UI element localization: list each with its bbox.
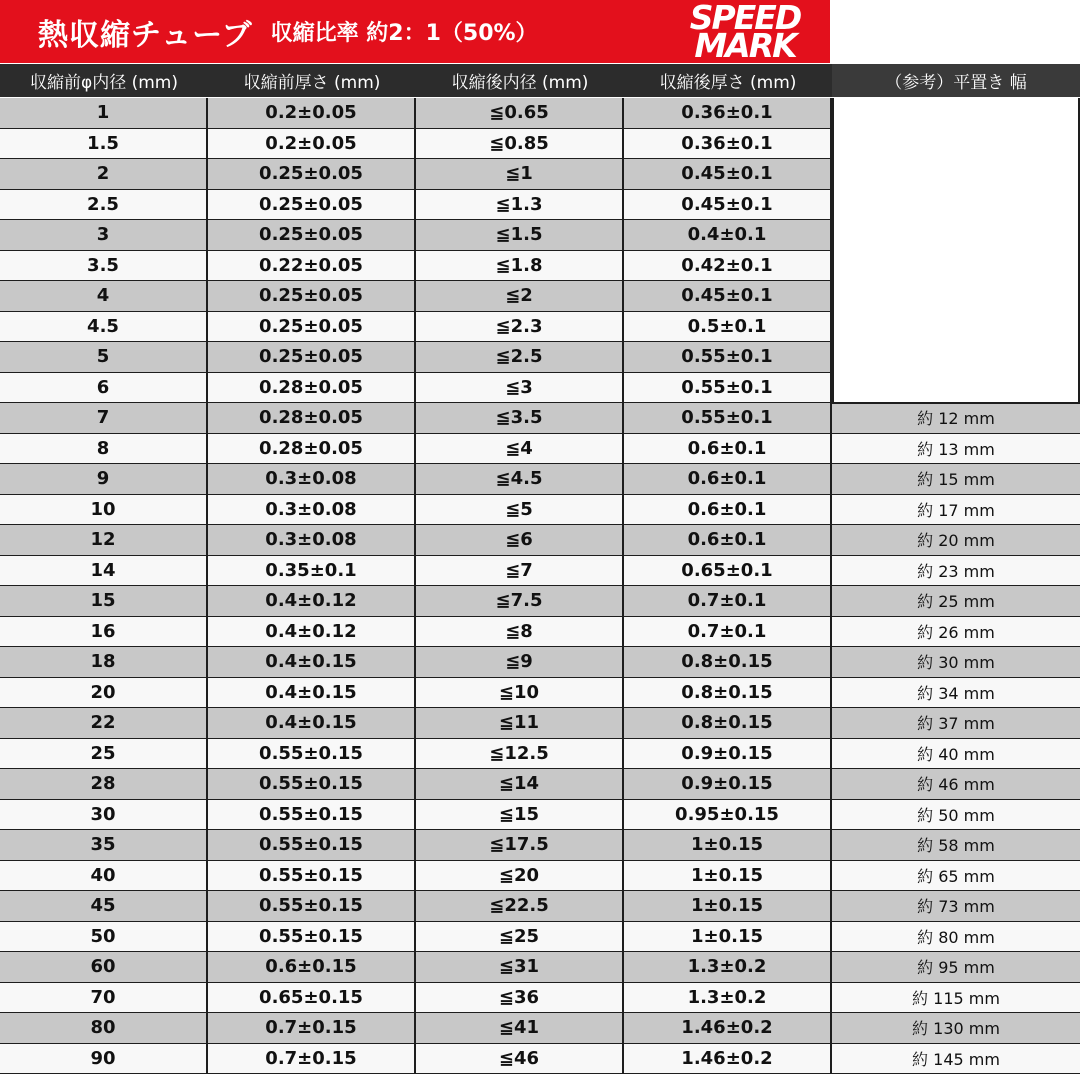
table-cell: 約 17 mm	[832, 495, 1080, 526]
table-cell: 0.55±0.15	[208, 800, 416, 831]
table-cell: 60	[0, 952, 208, 983]
table-row	[0, 769, 1080, 800]
table-row	[0, 708, 1080, 739]
table-cell: 0.25±0.05	[208, 190, 416, 221]
table-row	[0, 891, 1080, 922]
table-cell: 0.4±0.1	[624, 220, 832, 251]
table-cell: 90	[0, 1044, 208, 1075]
table-cell: 3	[0, 220, 208, 251]
table-row	[0, 922, 1080, 953]
table-cell: ≦7.5	[416, 586, 624, 617]
table-cell: 0.55±0.1	[624, 342, 832, 373]
column-header-inner-diameter-after: 収縮後内径 (mm)	[416, 64, 624, 97]
column-header-thickness-before: 収縮前厚さ (mm)	[208, 64, 416, 97]
table-cell: 8	[0, 434, 208, 465]
table-cell: ≦2.3	[416, 312, 624, 343]
table-cell: 35	[0, 830, 208, 861]
table-cell: 約 25 mm	[832, 586, 1080, 617]
table-cell: 0.2±0.05	[208, 129, 416, 160]
table-cell: 70	[0, 983, 208, 1014]
table-cell: 1.5	[0, 129, 208, 160]
table-cell: 80	[0, 1013, 208, 1044]
table-cell: ≦0.65	[416, 98, 624, 129]
table-cell: 1.46±0.2	[624, 1044, 832, 1075]
table-cell: 50	[0, 922, 208, 953]
table-cell: ≦1.3	[416, 190, 624, 221]
table-cell: ≦25	[416, 922, 624, 953]
table-cell: 0.45±0.1	[624, 159, 832, 190]
table-cell: 10	[0, 495, 208, 526]
table-cell: 0.36±0.1	[624, 129, 832, 160]
table-cell: 0.25±0.05	[208, 281, 416, 312]
table-cell: 約 65 mm	[832, 861, 1080, 892]
table-cell: 1±0.15	[624, 830, 832, 861]
table-cell: 約 12 mm	[832, 403, 1080, 434]
column-header-thickness-after: 収縮後厚さ (mm)	[624, 64, 832, 97]
shrink-ratio-subtitle: 収縮比率 約2：1（50%）	[270, 21, 538, 46]
table-cell: ≦3	[416, 373, 624, 404]
table-cell: 約 58 mm	[832, 830, 1080, 861]
table-row	[0, 983, 1080, 1014]
table-row	[0, 464, 1080, 495]
table-cell: ≦9	[416, 647, 624, 678]
table-row	[0, 556, 1080, 587]
title-banner	[0, 0, 830, 63]
table-row	[0, 830, 1080, 861]
column-header-inner-diameter-before: 収縮前φ内径 (mm)	[0, 64, 208, 97]
table-cell: 1±0.15	[624, 891, 832, 922]
table-cell: 1.46±0.2	[624, 1013, 832, 1044]
table-cell: 0.4±0.15	[208, 647, 416, 678]
table-cell: 約 34 mm	[832, 678, 1080, 709]
table-cell: 2	[0, 159, 208, 190]
table-cell: 1±0.15	[624, 861, 832, 892]
table-cell: ≦12.5	[416, 739, 624, 770]
table-cell: 0.55±0.15	[208, 861, 416, 892]
table-cell: 45	[0, 891, 208, 922]
table-cell: ≦2.5	[416, 342, 624, 373]
table-cell: 9	[0, 464, 208, 495]
table-cell: ≦3.5	[416, 403, 624, 434]
table-cell: 0.65±0.15	[208, 983, 416, 1014]
table-row	[0, 495, 1080, 526]
brand-logo	[660, 0, 830, 63]
table-cell: 22	[0, 708, 208, 739]
table-cell: 約 13 mm	[832, 434, 1080, 465]
table-cell: 14	[0, 556, 208, 587]
table-cell: 約 40 mm	[832, 739, 1080, 770]
table-cell: 40	[0, 861, 208, 892]
table-cell: 30	[0, 800, 208, 831]
table-cell: 0.25±0.05	[208, 159, 416, 190]
table-cell: 0.4±0.12	[208, 586, 416, 617]
table-cell: 0.2±0.05	[208, 98, 416, 129]
table-cell: 0.42±0.1	[624, 251, 832, 282]
table-row	[0, 861, 1080, 892]
table-cell: 0.28±0.05	[208, 373, 416, 404]
table-cell: 0.7±0.1	[624, 586, 832, 617]
table-header	[0, 64, 1080, 97]
table-cell: 0.9±0.15	[624, 769, 832, 800]
table-cell: 0.55±0.1	[624, 373, 832, 404]
table-cell: 25	[0, 739, 208, 770]
table-cell: 0.6±0.1	[624, 525, 832, 556]
table-cell: 0.9±0.15	[624, 739, 832, 770]
table-cell: 1±0.15	[624, 922, 832, 953]
logo-line-speed: SPEED	[689, 0, 801, 37]
table-cell: ≦1.8	[416, 251, 624, 282]
table-cell: 2.5	[0, 190, 208, 221]
table-row	[0, 739, 1080, 770]
table-cell: 約 145 mm	[832, 1044, 1080, 1075]
table-cell: 1.3±0.2	[624, 983, 832, 1014]
table-row	[0, 617, 1080, 648]
table-cell: 0.6±0.1	[624, 495, 832, 526]
table-cell: 0.36±0.1	[624, 98, 832, 129]
table-cell: 0.7±0.15	[208, 1013, 416, 1044]
table-cell: 約 95 mm	[832, 952, 1080, 983]
table-cell: ≦11	[416, 708, 624, 739]
table-row	[0, 800, 1080, 831]
table-cell: 0.3±0.08	[208, 525, 416, 556]
table-cell: ≦36	[416, 983, 624, 1014]
table-cell: 0.7±0.15	[208, 1044, 416, 1075]
table-cell: ≦46	[416, 1044, 624, 1075]
table-cell: ≦0.85	[416, 129, 624, 160]
table-cell: 20	[0, 678, 208, 709]
column-header-flat-width: （参考）平置き 幅	[832, 64, 1080, 97]
table-cell: ≦4	[416, 434, 624, 465]
page-title: 熱収縮チューブ	[38, 17, 253, 53]
table-cell: 15	[0, 586, 208, 617]
table-cell: 0.4±0.15	[208, 708, 416, 739]
table-cell: ≦10	[416, 678, 624, 709]
table-cell: 0.3±0.08	[208, 495, 416, 526]
table-cell: ≦17.5	[416, 830, 624, 861]
table-cell: 4.5	[0, 312, 208, 343]
table-cell: 0.28±0.05	[208, 403, 416, 434]
table-cell: 約 80 mm	[832, 922, 1080, 953]
table-cell: 4	[0, 281, 208, 312]
table-cell: 0.25±0.05	[208, 220, 416, 251]
table-cell: 0.35±0.1	[208, 556, 416, 587]
table-cell: 0.6±0.15	[208, 952, 416, 983]
table-cell: ≦1	[416, 159, 624, 190]
table-cell: 0.22±0.05	[208, 251, 416, 282]
table-cell: 0.6±0.1	[624, 434, 832, 465]
table-row	[0, 952, 1080, 983]
table-cell: ≦6	[416, 525, 624, 556]
table-cell: 0.55±0.15	[208, 922, 416, 953]
table-cell: 6	[0, 373, 208, 404]
table-cell: 0.25±0.05	[208, 342, 416, 373]
table-cell: 約 73 mm	[832, 891, 1080, 922]
table-cell: ≦41	[416, 1013, 624, 1044]
table-cell: 0.95±0.15	[624, 800, 832, 831]
table-cell: ≦31	[416, 952, 624, 983]
table-cell: 約 50 mm	[832, 800, 1080, 831]
table-cell: ≦22.5	[416, 891, 624, 922]
flat-width-empty-area	[832, 98, 1080, 404]
table-cell: 0.4±0.15	[208, 678, 416, 709]
table-cell: 1	[0, 98, 208, 129]
table-cell: 0.55±0.15	[208, 769, 416, 800]
table-cell: 7	[0, 403, 208, 434]
table-cell: ≦20	[416, 861, 624, 892]
table-row	[0, 678, 1080, 709]
table-cell: 0.45±0.1	[624, 281, 832, 312]
table-cell: 0.6±0.1	[624, 464, 832, 495]
table-cell: 約 20 mm	[832, 525, 1080, 556]
table-row	[0, 1013, 1080, 1044]
table-row	[0, 586, 1080, 617]
table-row	[0, 434, 1080, 465]
table-cell: 1.3±0.2	[624, 952, 832, 983]
table-cell: 12	[0, 525, 208, 556]
table-cell: 約 26 mm	[832, 617, 1080, 648]
table-cell: 0.45±0.1	[624, 190, 832, 221]
table-cell: ≦8	[416, 617, 624, 648]
table-cell: 約 15 mm	[832, 464, 1080, 495]
table-cell: 0.8±0.15	[624, 678, 832, 709]
table-cell: 0.65±0.1	[624, 556, 832, 587]
table-cell: ≦4.5	[416, 464, 624, 495]
table-cell: ≦2	[416, 281, 624, 312]
table-cell: 0.25±0.05	[208, 312, 416, 343]
table-cell: ≦5	[416, 495, 624, 526]
table-cell: 約 37 mm	[832, 708, 1080, 739]
table-row	[0, 647, 1080, 678]
table-cell: 約 23 mm	[832, 556, 1080, 587]
table-cell: 18	[0, 647, 208, 678]
table-cell: 0.8±0.15	[624, 647, 832, 678]
table-row	[0, 1044, 1080, 1075]
table-cell: 0.28±0.05	[208, 434, 416, 465]
table-cell: 0.55±0.15	[208, 739, 416, 770]
table-cell: 0.55±0.15	[208, 891, 416, 922]
table-cell: 0.55±0.15	[208, 830, 416, 861]
table-cell: 3.5	[0, 251, 208, 282]
table-cell: 0.55±0.1	[624, 403, 832, 434]
table-row	[0, 403, 1080, 434]
table-cell: 28	[0, 769, 208, 800]
table-cell: 約 30 mm	[832, 647, 1080, 678]
table-cell: 0.8±0.15	[624, 708, 832, 739]
table-cell: 約 115 mm	[832, 983, 1080, 1014]
table-cell: 0.3±0.08	[208, 464, 416, 495]
table-cell: 16	[0, 617, 208, 648]
table-cell: ≦15	[416, 800, 624, 831]
table-cell: 0.4±0.12	[208, 617, 416, 648]
table-cell: ≦14	[416, 769, 624, 800]
table-cell: 0.5±0.1	[624, 312, 832, 343]
table-row	[0, 525, 1080, 556]
table-cell: ≦7	[416, 556, 624, 587]
table-cell: 約 46 mm	[832, 769, 1080, 800]
table-cell: 5	[0, 342, 208, 373]
table-cell: 約 130 mm	[832, 1013, 1080, 1044]
table-cell: ≦1.5	[416, 220, 624, 251]
logo-line-mark: MARK	[694, 25, 796, 65]
table-cell: 0.7±0.1	[624, 617, 832, 648]
